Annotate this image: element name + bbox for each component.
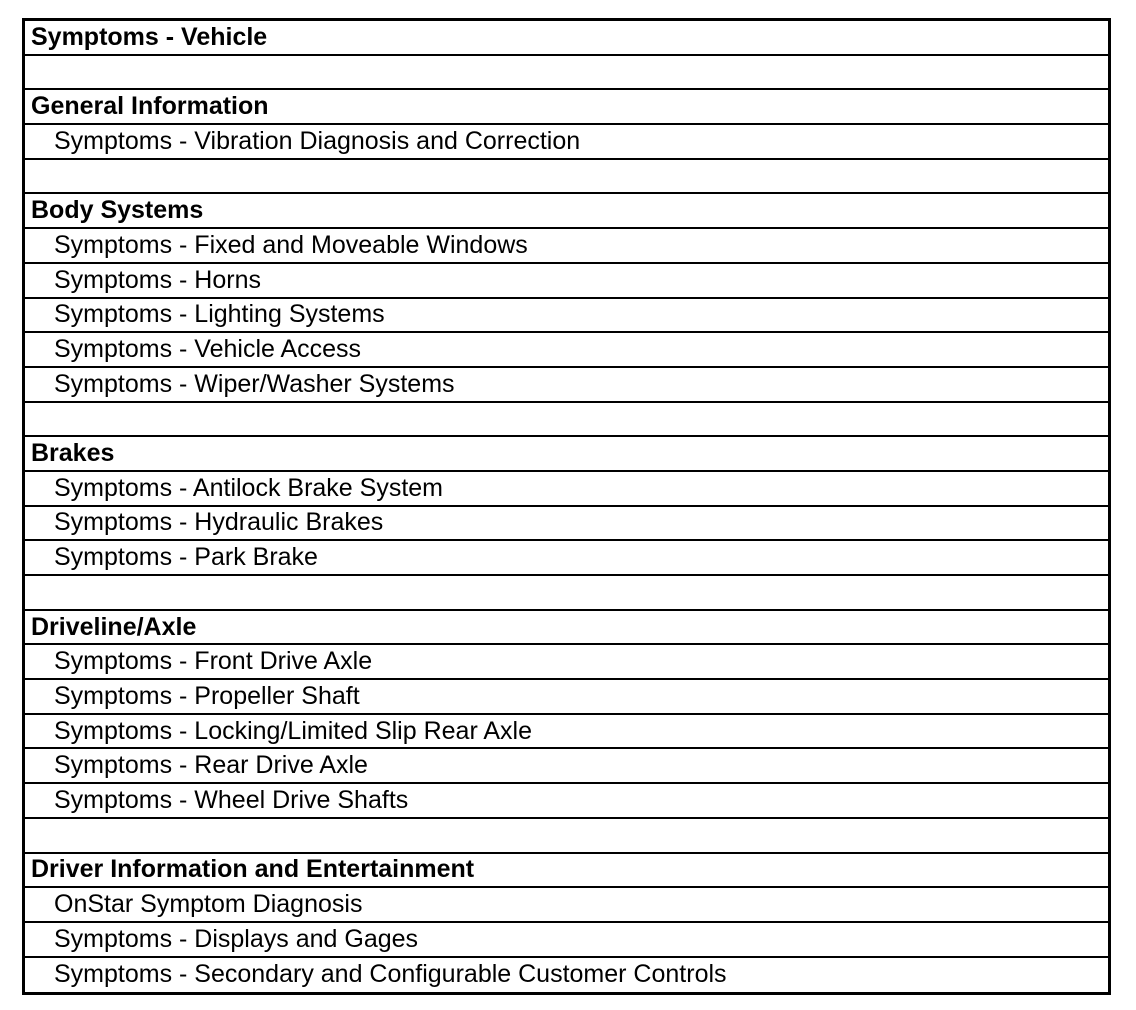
section-heading-driver-information: Driver Information and Entertainment <box>25 854 1108 889</box>
symptoms-table <box>22 18 1111 995</box>
list-item: Symptoms - Secondary and Configurable Customer Controls <box>54 960 727 989</box>
list-item: Symptoms - Lighting Systems <box>25 299 1108 334</box>
list-item: Symptoms - Vibration Diagnosis and Correction <box>25 125 1108 160</box>
blank-row <box>25 160 1108 195</box>
section-heading-brakes: Brakes <box>25 437 1108 472</box>
section-heading-driveline-axle: Driveline/Axle <box>25 611 1108 646</box>
list-item: Symptoms - Front Drive Axle <box>25 645 1108 680</box>
list-item: Symptoms - Wheel Drive Shafts <box>25 784 1108 819</box>
blank-row <box>25 576 1108 611</box>
list-item: OnStar Symptom Diagnosis <box>25 888 1108 923</box>
blank-row <box>25 56 1108 91</box>
list-item: Symptoms - Wiper/Washer Systems <box>25 368 1108 403</box>
list-item: Symptoms - Hydraulic Brakes <box>25 507 1108 542</box>
section-heading-body-systems: Body Systems <box>25 194 1108 229</box>
list-item: Symptoms - Locking/Limited Slip Rear Axle <box>25 715 1108 750</box>
list-item: Symptoms - Rear Drive Axle <box>25 749 1108 784</box>
table-title: Symptoms - Vehicle <box>25 21 1108 56</box>
list-item: Symptoms - Displays and Gages <box>25 923 1108 958</box>
list-item: Symptoms - Horns <box>25 264 1108 299</box>
section-heading-general-information: General Information <box>25 90 1108 125</box>
blank-row <box>25 819 1108 854</box>
list-item: Symptoms - Vehicle Access <box>25 333 1108 368</box>
list-item: Symptoms - Fixed and Moveable Windows <box>25 229 1108 264</box>
list-item: Symptoms - Propeller Shaft <box>25 680 1108 715</box>
blank-row <box>25 403 1108 438</box>
list-item: Symptoms - Park Brake <box>25 541 1108 576</box>
list-item: Symptoms - Antilock Brake System <box>25 472 1108 507</box>
